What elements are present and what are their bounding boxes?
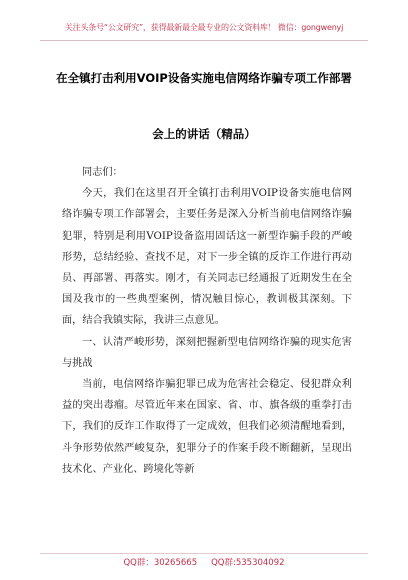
document-body <box>62 162 352 480</box>
page-footer <box>0 556 408 568</box>
document-title-line-1: 在全镇打击利用VOIP设备实施电信网络诈骗专项工作部署 <box>56 71 352 85</box>
section-heading-1: 一、认清严峻形势，深刻把握新型电信网络诈骗的现实危害与挑战 <box>62 336 352 369</box>
salutation: 同志们： <box>82 167 123 178</box>
footer-divider <box>40 553 368 554</box>
header-divider <box>40 40 368 41</box>
page-header-banner: 关注头条号“公文研究”，获得最新最全最专业的公文资料库！ 微信：gongwenyj <box>64 23 344 32</box>
paragraph-situation: 当前，电信网络诈骗犯罪已成为危害社会稳定、侵犯群众利益的突出毒瘤。尽管近年来在国家、省、市、旗各级的重拳打击下，我们的反诈工作取得了一定成效，但我们必须清醒地看到，斗争形势依然严峻复杂，犯罪分子的作案手段不断翻新，呈现出技术化、产业化、跨境化等新 <box>62 379 352 475</box>
document-title-line-2: 会上的讲话（精品） <box>152 127 256 141</box>
footer-qq-group-1: QQ群：30265665 <box>123 558 198 568</box>
paragraph-intro: 今天，我们在这里召开全镇打击利用VOIP设备实施电信网络诈骗专项工作部署会，主要任务是深入分析当前电信网络诈骗犯罪，特别是利用VOIP设备盗用固话这一新型诈骗手段的严峻形势，总结经验、查找不足，对下一步全镇的反诈工作进行再动员、再部署、再落实。刚才，有关同志已经通报了近期发生在全国及我市的一些典型案例，情况触目惊心，教训极其深刻。下面，结合我镇实际，我讲三点意见。 <box>62 188 352 327</box>
footer-qq-group-2: QQ群:535304092 <box>211 558 285 568</box>
